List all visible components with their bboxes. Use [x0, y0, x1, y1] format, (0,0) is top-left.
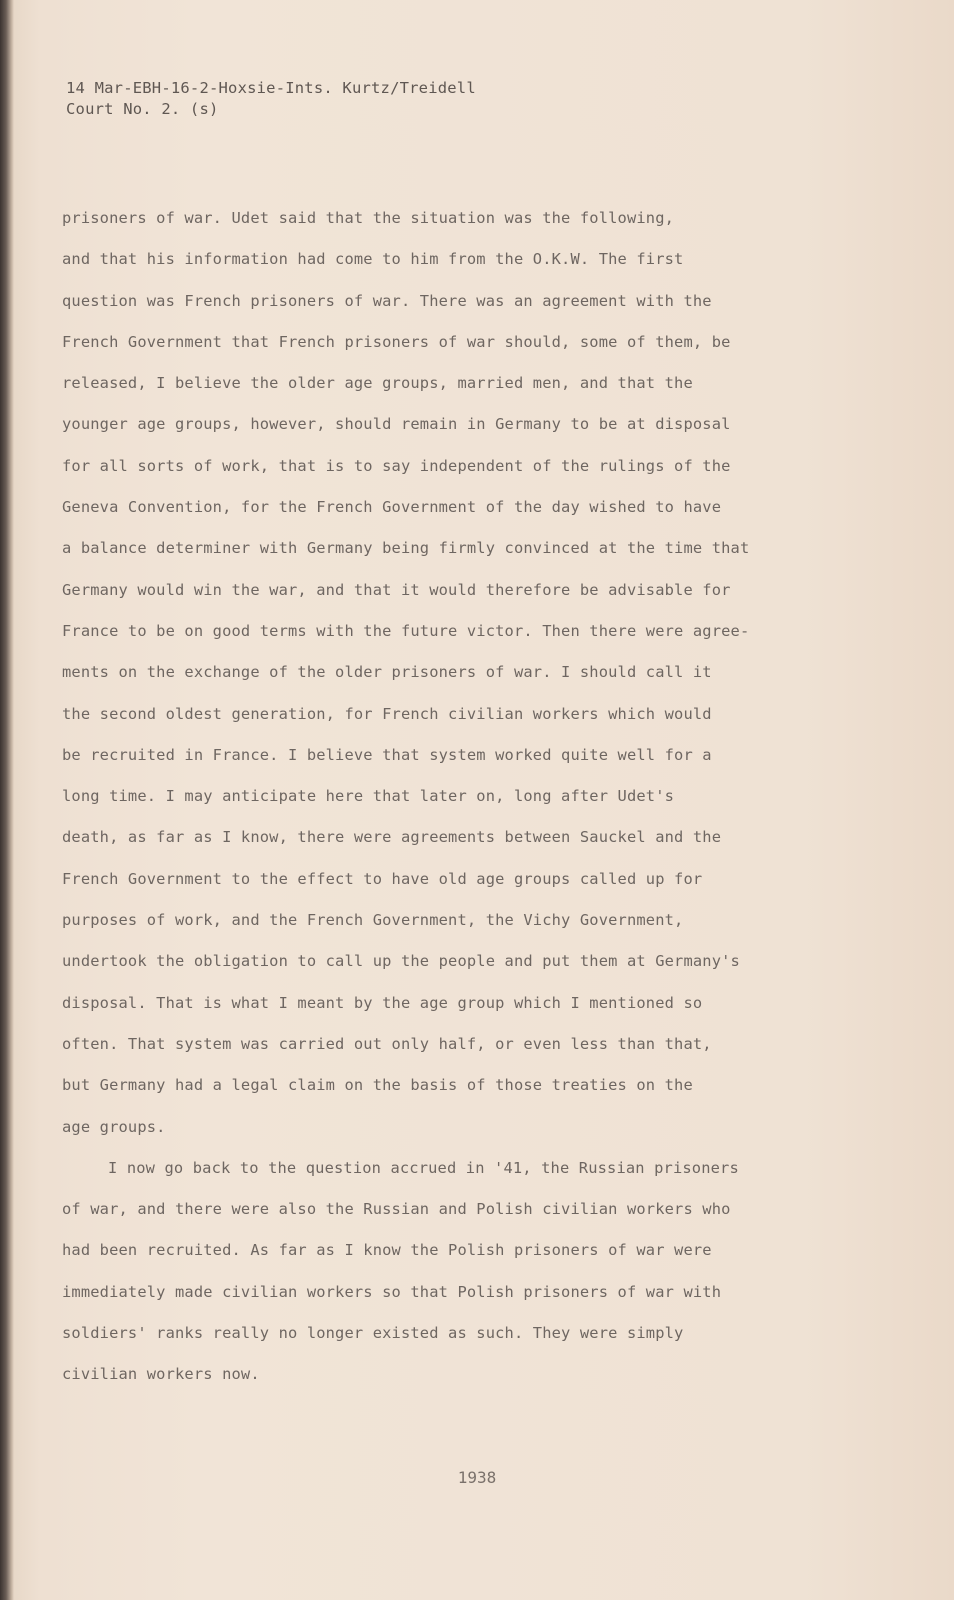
document-header: [66, 78, 476, 120]
text-line: had been recruited. As far as I know the Polish prisoners of war were: [62, 1241, 712, 1260]
text-line: ments on the exchange of the older prisoners of war. I should call it: [62, 663, 712, 682]
text-line: of war, and there were also the Russian and Polish civilian workers who: [62, 1200, 731, 1219]
text-line: prisoners of war. Udet said that the situation was the following,: [62, 209, 675, 227]
text-line: and that his information had come to him from the O.K.W. The first: [62, 250, 684, 269]
text-line: purposes of work, and the French Government, the Vichy Government,: [62, 911, 684, 930]
text-line: long time. I may anticipate here that later on, long after Udet's: [62, 787, 675, 806]
text-line: Geneva Convention, for the French Government of the day wished to have: [62, 498, 722, 517]
text-line: undertook the obligation to call up the people and put them at Germany's: [62, 952, 740, 971]
text-line: immediately made civilian workers so that Polish prisoners of war with: [62, 1282, 722, 1301]
paragraph-2: [62, 1148, 822, 1396]
text-line: released, I believe the older age groups, married men, and that the: [62, 374, 693, 393]
binding-edge: [0, 0, 14, 1600]
text-line: disposal. That is what I meant by the age group which I mentioned so: [62, 993, 703, 1012]
text-line: a balance determiner with Germany being firmly convinced at the time that: [62, 539, 750, 558]
text-line: France to be on good terms with the future victor. Then there were agree-: [62, 621, 750, 640]
text-line: the second oldest generation, for French civilian workers which would: [62, 704, 712, 723]
text-line: often. That system was carried out only half, or even less than that,: [62, 1034, 712, 1053]
text-line: but Germany had a legal claim on the basis of those treaties on the: [62, 1076, 693, 1095]
text-line: French Government that French prisoners of war should, some of them, be: [62, 332, 731, 351]
text-line: age groups.: [62, 1117, 166, 1136]
header-reference-line: 14 Mar-EBH-16-2-Hoxsie-Ints. Kurtz/Treidell: [66, 79, 476, 97]
testimony-body: [62, 198, 822, 1396]
text-line: Germany would win the war, and that it would therefore be advisable for: [62, 580, 731, 599]
text-line: civilian workers now.: [62, 1365, 260, 1384]
header-court-line: Court No. 2. (s): [66, 100, 219, 118]
text-line: French Government to the effect to have old age groups called up for: [62, 869, 703, 888]
text-line: for all sorts of work, that is to say independent of the rulings of the: [62, 456, 731, 475]
text-line: be recruited in France. I believe that system worked quite well for a: [62, 745, 712, 764]
text-line: death, as far as I know, there were agreements between Sauckel and the: [62, 828, 722, 847]
paragraph-1: [62, 198, 822, 1148]
page-number: 1938: [457, 1468, 497, 1487]
text-line: I now go back to the question accrued in '41, the Russian prisoners: [108, 1158, 739, 1177]
text-line: younger age groups, however, should remain in Germany to be at disposal: [62, 415, 731, 434]
text-line: soldiers' ranks really no longer existed as such. They were simply: [62, 1324, 684, 1343]
text-line: question was French prisoners of war. There was an agreement with the: [62, 291, 712, 310]
